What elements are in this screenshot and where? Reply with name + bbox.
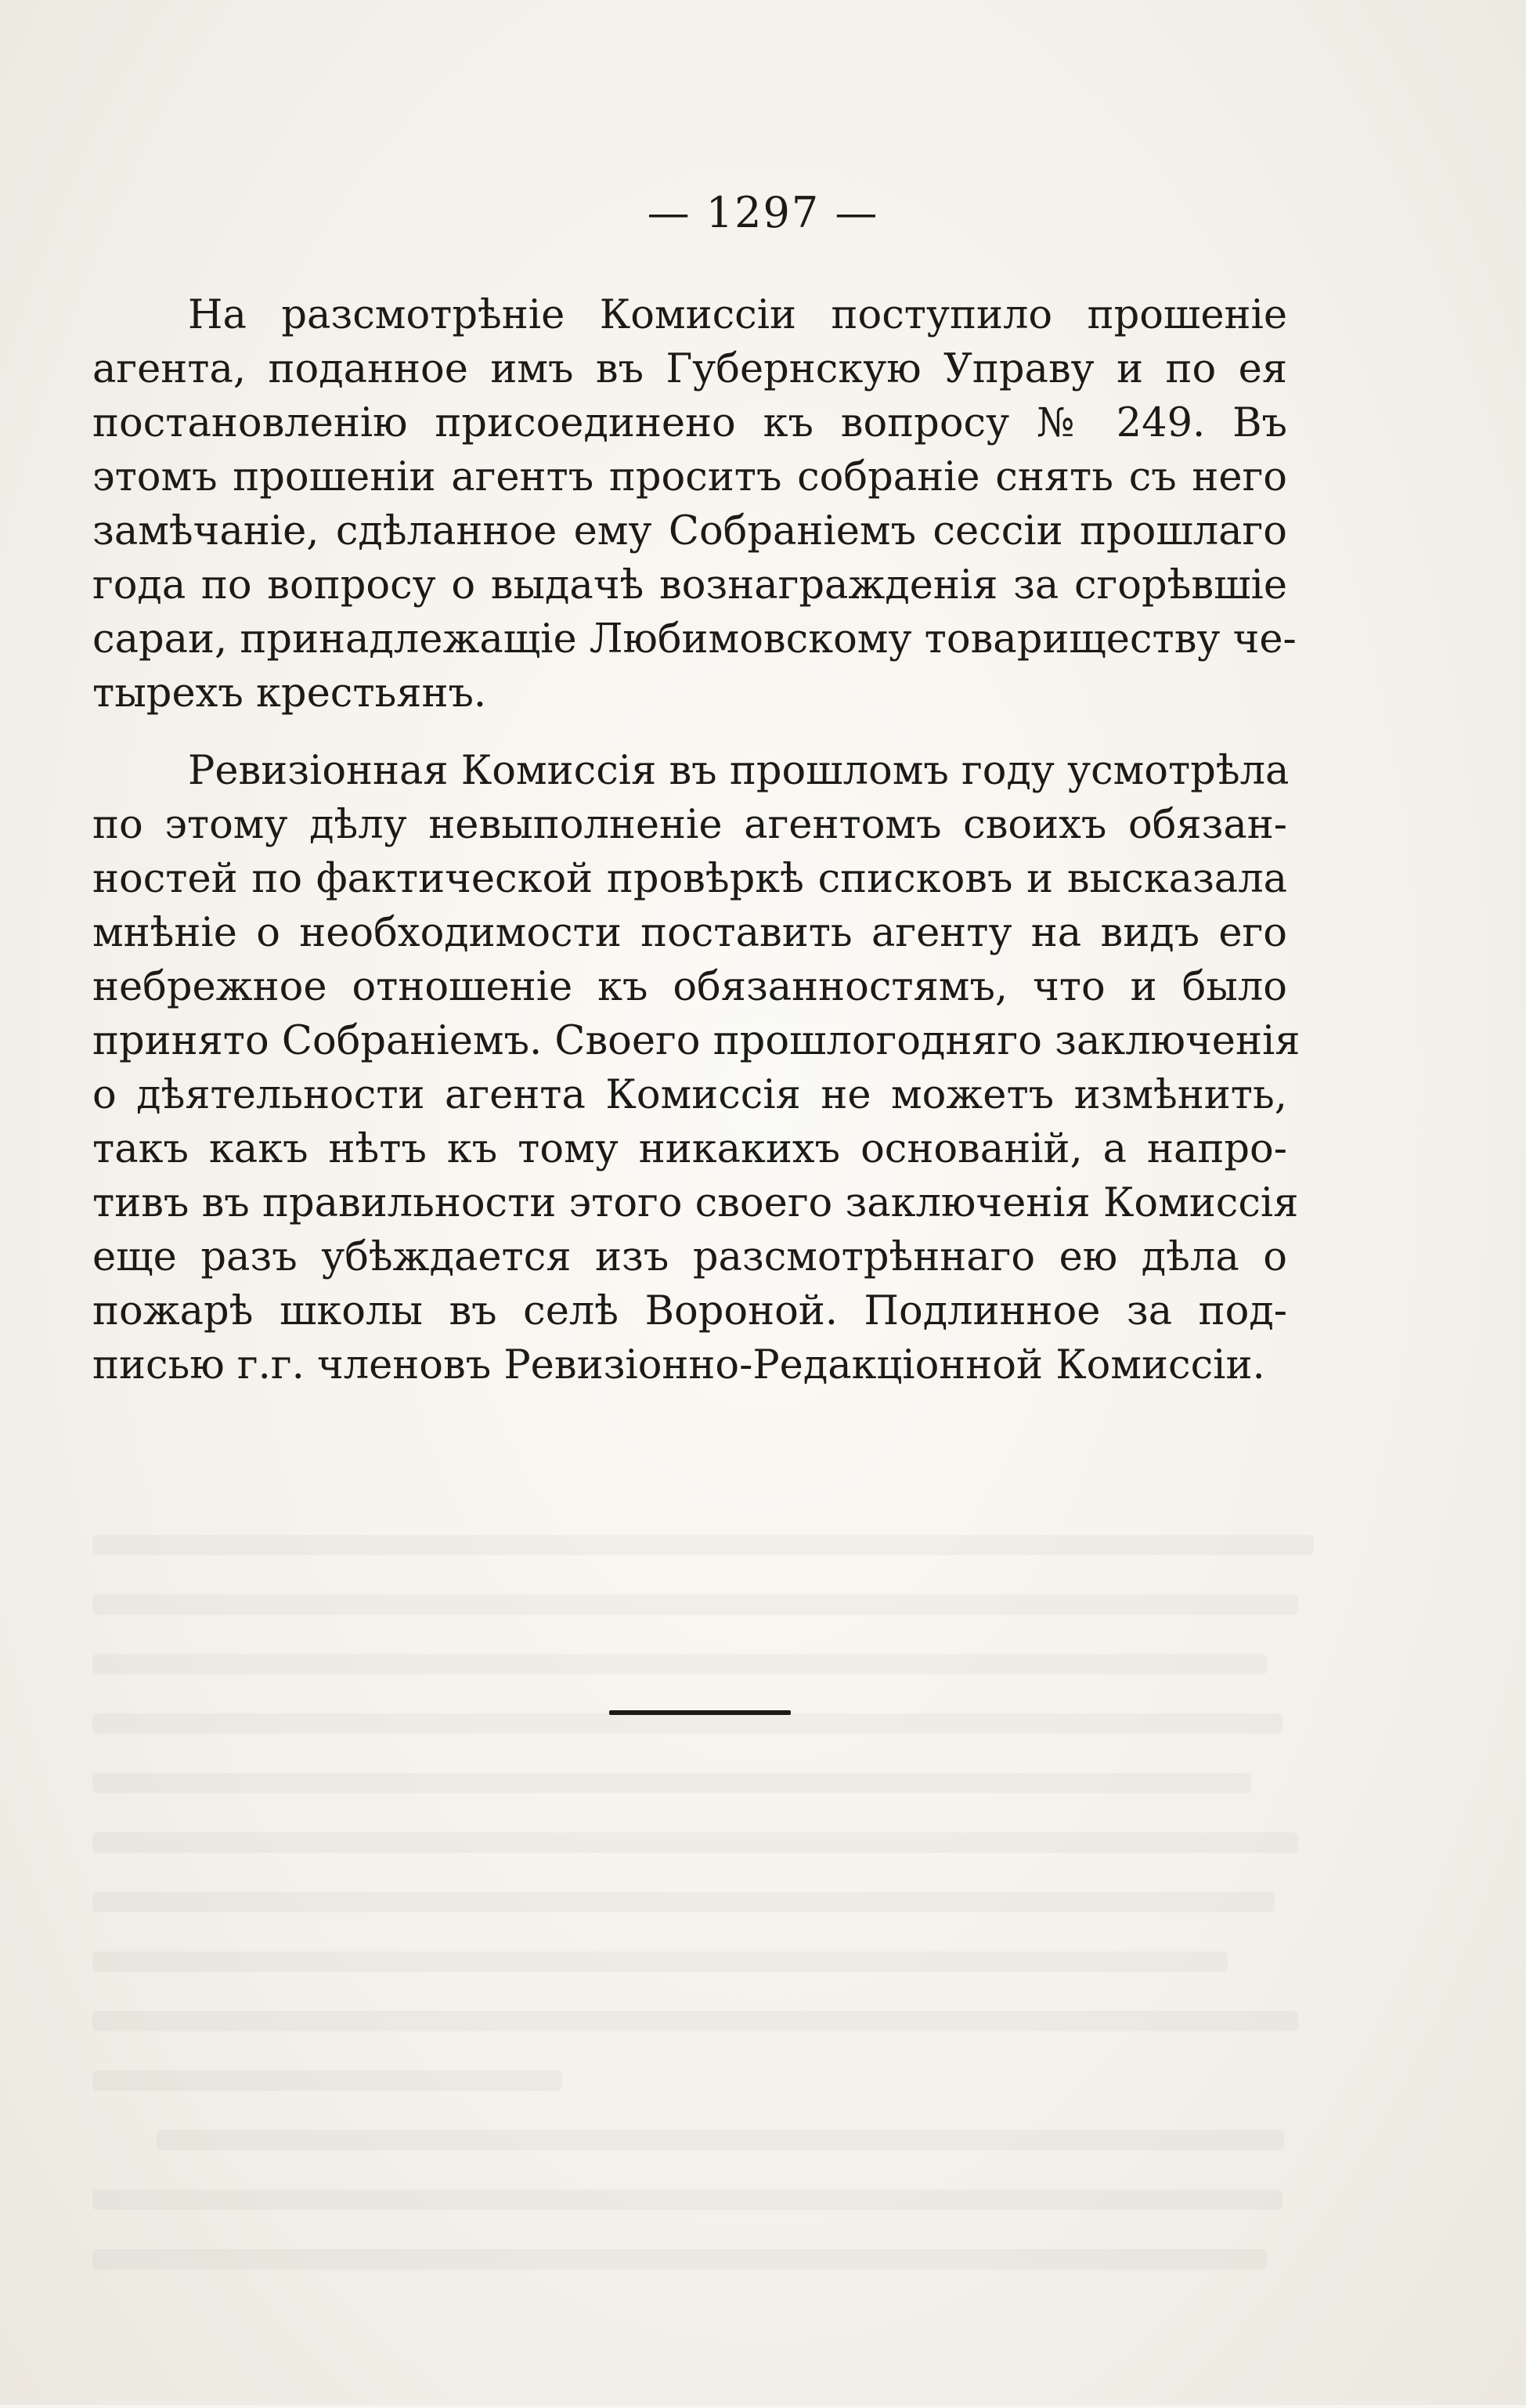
- text-line: ностей по фактической провѣркѣ списковъ и высказала: [92, 856, 1287, 902]
- text-line: агента, поданное имъ въ Губернскую Управу и по ея: [92, 346, 1287, 392]
- show-through-band: [92, 2070, 562, 2091]
- text-line: тырехъ крестьянъ.: [92, 670, 487, 717]
- text-line: писью г.г. членовъ Ревизіонно-Редакціонной Комиссіи.: [92, 1342, 1265, 1388]
- show-through-band: [92, 1535, 1314, 1555]
- text-line: года по вопросу о выдачѣ вознагражденія за сгорѣвшіе: [92, 562, 1287, 608]
- text-line: На разсмотрѣніе Комиссіи поступило прошеніе: [188, 292, 1287, 338]
- text-line: постановленію присоединено къ вопросу № 249. Въ: [92, 400, 1287, 446]
- page-number: — 1297 —: [647, 188, 879, 237]
- paragraph-1: [92, 288, 1297, 720]
- show-through-band: [92, 1773, 1251, 1793]
- text-line: такъ какъ нѣтъ къ тому никакихъ основаній, а напро-: [92, 1126, 1287, 1172]
- show-through-band: [92, 1892, 1275, 1912]
- text-line: замѣчаніе, сдѣланное ему Собраніемъ сессіи прошлаго: [92, 508, 1287, 554]
- show-through-band: [92, 1594, 1298, 1615]
- text-line: мнѣніе о необходимости поставить агенту на видъ его: [92, 910, 1287, 956]
- section-divider-rule: [609, 1710, 791, 1715]
- text-line: сараи, принадлежащіе Любимовскому товариществу че-: [92, 616, 1297, 662]
- text-line: о дѣятельности агента Комиссія не можетъ измѣнить,: [92, 1072, 1287, 1118]
- text-line: принято Собраніемъ. Своего прошлогодняго заключенія: [92, 1018, 1301, 1064]
- text-line: пожарѣ школы въ селѣ Вороной. Подлинное за под-: [92, 1288, 1287, 1334]
- show-through-band: [92, 2011, 1298, 2031]
- show-through-band: [92, 1832, 1298, 1853]
- show-through-band: [92, 1713, 1282, 1734]
- show-through-band: [157, 2130, 1284, 2150]
- text-line: этомъ прошеніи агентъ проситъ собраніе снять съ него: [92, 454, 1287, 500]
- text-line: тивъ въ правильности этого своего заключенія Комиссія: [92, 1180, 1299, 1226]
- show-through-band: [92, 2190, 1282, 2210]
- text-block: [92, 288, 1301, 1392]
- paragraph-gap: [92, 720, 1287, 744]
- text-line: Ревизіонная Комиссія въ прошломъ году усмотрѣла: [188, 748, 1290, 794]
- text-line: еще разъ убѣждается изъ разсмотрѣннаго ею дѣла о: [92, 1234, 1287, 1280]
- text-line: по этому дѣлу невыполненіе агентомъ своихъ обязан-: [92, 802, 1287, 848]
- show-through-band: [92, 2249, 1267, 2269]
- paragraph-2: [92, 744, 1301, 1392]
- show-through-band: [92, 1654, 1267, 1674]
- text-line: небрежное отношеніе къ обязанностямъ, что и было: [92, 964, 1287, 1010]
- show-through-band: [92, 1951, 1228, 1972]
